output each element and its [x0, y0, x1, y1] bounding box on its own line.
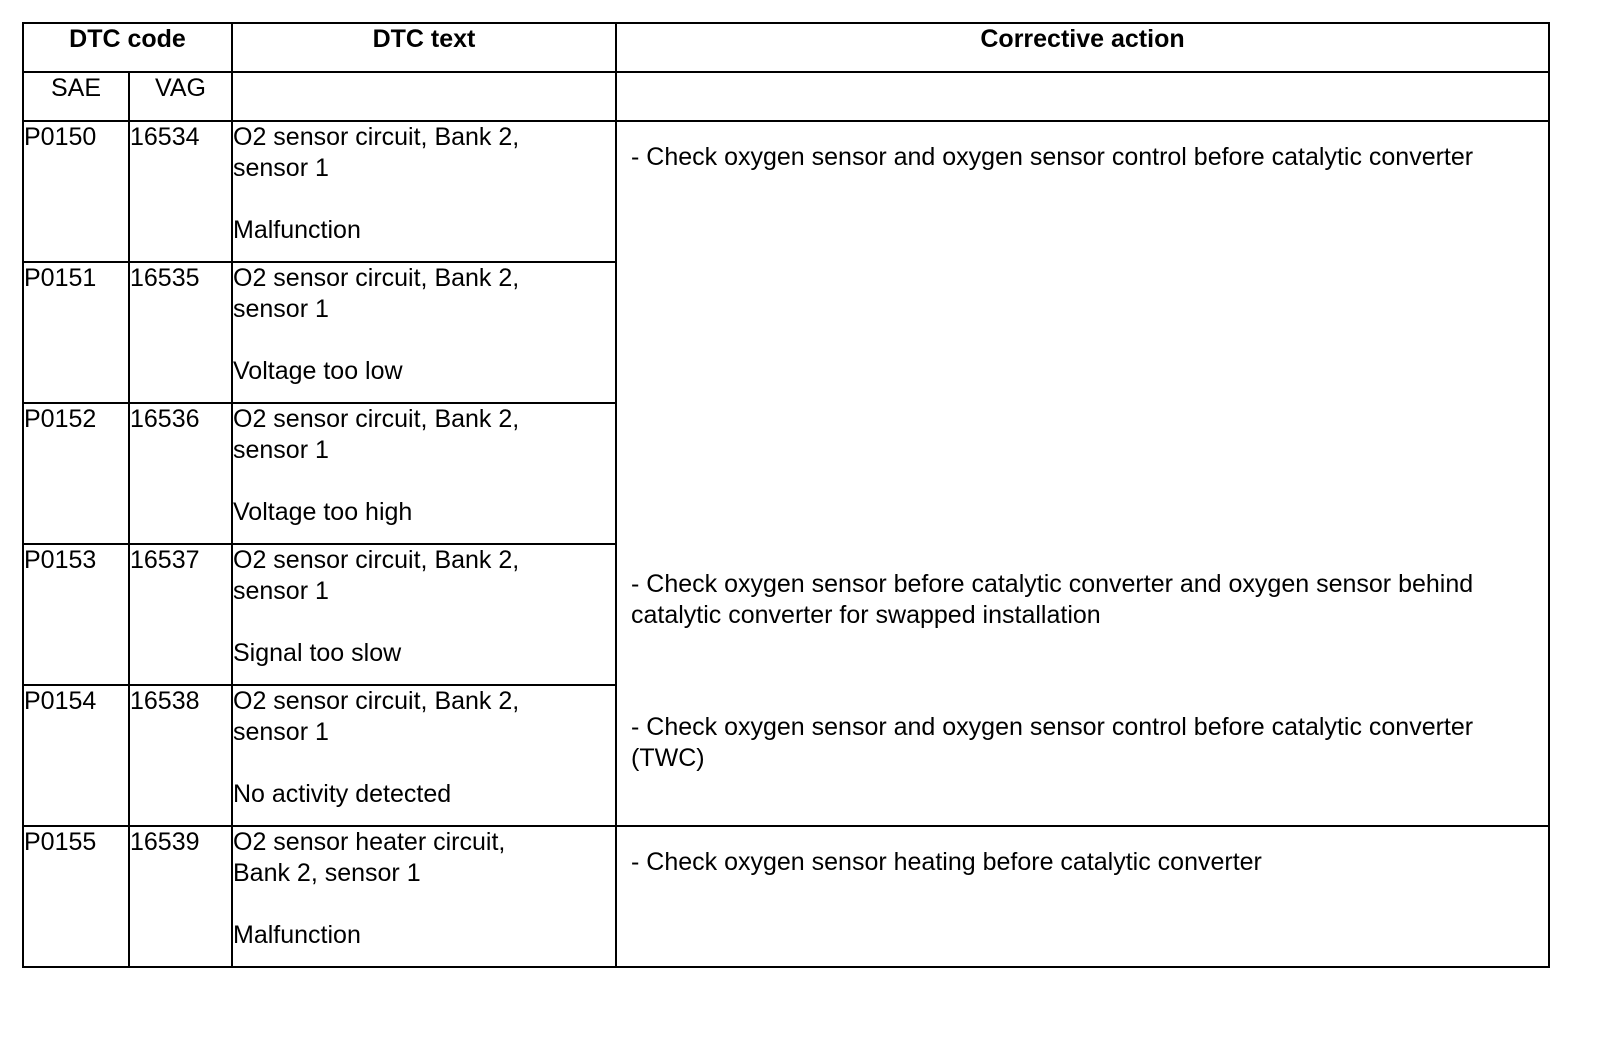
vag-code: 16535 — [129, 262, 232, 403]
dtc-condition: No activity detected — [233, 780, 452, 808]
dtc-text — [232, 403, 616, 544]
corrective-action-text: - Check oxygen sensor and oxygen sensor control before catalytic converter — [631, 143, 1474, 171]
dtc-text-line1: O2 sensor circuit, Bank 2, — [233, 123, 520, 151]
dtc-text — [232, 262, 616, 403]
dtc-condition: Signal too slow — [233, 639, 402, 667]
sae-code: P0155 — [23, 826, 129, 967]
vag-code: 16539 — [129, 826, 232, 967]
sae-code: P0150 — [23, 121, 129, 262]
dtc-text-line1: O2 sensor circuit, Bank 2, — [233, 687, 520, 715]
corrective-action-text: - Check oxygen sensor and oxygen sensor control before catalytic converter (TWC) — [631, 713, 1474, 772]
corrective-action-group-2 — [616, 826, 1549, 967]
dtc-text-line2: sensor 1 — [233, 718, 329, 746]
subheader-vag: VAG — [129, 72, 232, 121]
dtc-text — [232, 544, 616, 685]
corrective-action-group-1 — [616, 121, 1549, 826]
sae-code: P0153 — [23, 544, 129, 685]
header-corrective-action: Corrective action — [616, 23, 1549, 72]
dtc-text — [232, 121, 616, 262]
dtc-text-line2: sensor 1 — [233, 577, 329, 605]
vag-code: 16534 — [129, 121, 232, 262]
dtc-text-line2: sensor 1 — [233, 295, 329, 323]
sae-code: P0154 — [23, 685, 129, 826]
table-row — [23, 826, 1549, 967]
dtc-text-line2: Bank 2, sensor 1 — [233, 859, 421, 887]
corrective-action-text: - Check oxygen sensor heating before catalytic converter — [631, 848, 1262, 876]
dtc-text-line1: O2 sensor heater circuit, — [233, 828, 506, 856]
table-row — [23, 121, 1549, 262]
header-dtc-text: DTC text — [232, 23, 616, 72]
sae-code: P0151 — [23, 262, 129, 403]
dtc-text-line2: sensor 1 — [233, 436, 329, 464]
subheader-row — [23, 72, 1549, 121]
dtc-table — [22, 22, 1550, 968]
dtc-text-line1: O2 sensor circuit, Bank 2, — [233, 405, 520, 433]
dtc-text — [232, 685, 616, 826]
vag-code: 16538 — [129, 685, 232, 826]
dtc-condition: Voltage too low — [233, 357, 403, 385]
dtc-condition: Voltage too high — [233, 498, 413, 526]
dtc-text-line1: O2 sensor circuit, Bank 2, — [233, 264, 520, 292]
sae-code: P0152 — [23, 403, 129, 544]
corrective-action-text: - Check oxygen sensor before catalytic converter and oxygen sensor behind catalytic converter for swapped installation — [631, 570, 1474, 629]
subheader-empty-text — [232, 72, 616, 121]
dtc-condition: Malfunction — [233, 921, 361, 949]
dtc-text-line2: sensor 1 — [233, 154, 329, 182]
subheader-sae: SAE — [23, 72, 129, 121]
dtc-condition: Malfunction — [233, 216, 361, 244]
header-row — [23, 23, 1549, 72]
dtc-text-line1: O2 sensor circuit, Bank 2, — [233, 546, 520, 574]
header-dtc-code: DTC code — [23, 23, 232, 72]
dtc-text — [232, 826, 616, 967]
vag-code: 16537 — [129, 544, 232, 685]
vag-code: 16536 — [129, 403, 232, 544]
subheader-empty-action — [616, 72, 1549, 121]
